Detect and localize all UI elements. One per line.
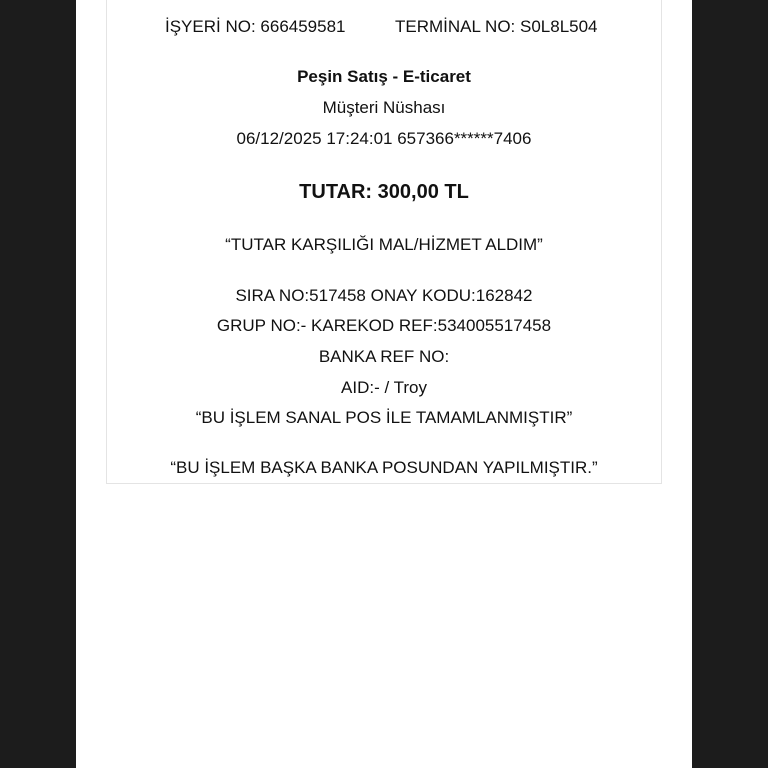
- group-qr-reference: GRUP NO:- KAREKOD REF:534005517458: [216, 316, 552, 335]
- acknowledgement-text: “TUTAR KARŞILIĞI MAL/HİZMET ALDIM”: [225, 235, 543, 254]
- aid-label: AID:- / Troy: [341, 378, 427, 397]
- sequence-approval-code: SIRA NO:517458 ONAY KODU:162842: [235, 286, 533, 305]
- amount-total: TUTAR: 300,00 TL: [299, 181, 469, 203]
- copy-label: Müşteri Nüshası: [322, 98, 446, 117]
- right-dark-border: [692, 0, 768, 768]
- bank-reference: BANKA REF NO:: [318, 347, 450, 366]
- datetime-card-number: 06/12/2025 17:24:01 657366******7406: [236, 129, 532, 148]
- payment-receipt: [106, 0, 662, 484]
- document-page: [76, 0, 692, 768]
- terminal-number: TERMİNAL NO: S0L8L504: [395, 17, 598, 36]
- merchant-number: İŞYERİ NO: 666459581: [165, 17, 346, 36]
- transaction-type: Peşin Satış - E-ticaret: [297, 67, 471, 86]
- left-dark-border: [0, 0, 76, 768]
- virtual-pos-note: “BU İŞLEM SANAL POS İLE TAMAMLANMIŞTIR”: [195, 408, 573, 427]
- other-bank-pos-note: “BU İŞLEM BAŞKA BANKA POSUNDAN YAPILMIŞTIR.”: [170, 458, 598, 477]
